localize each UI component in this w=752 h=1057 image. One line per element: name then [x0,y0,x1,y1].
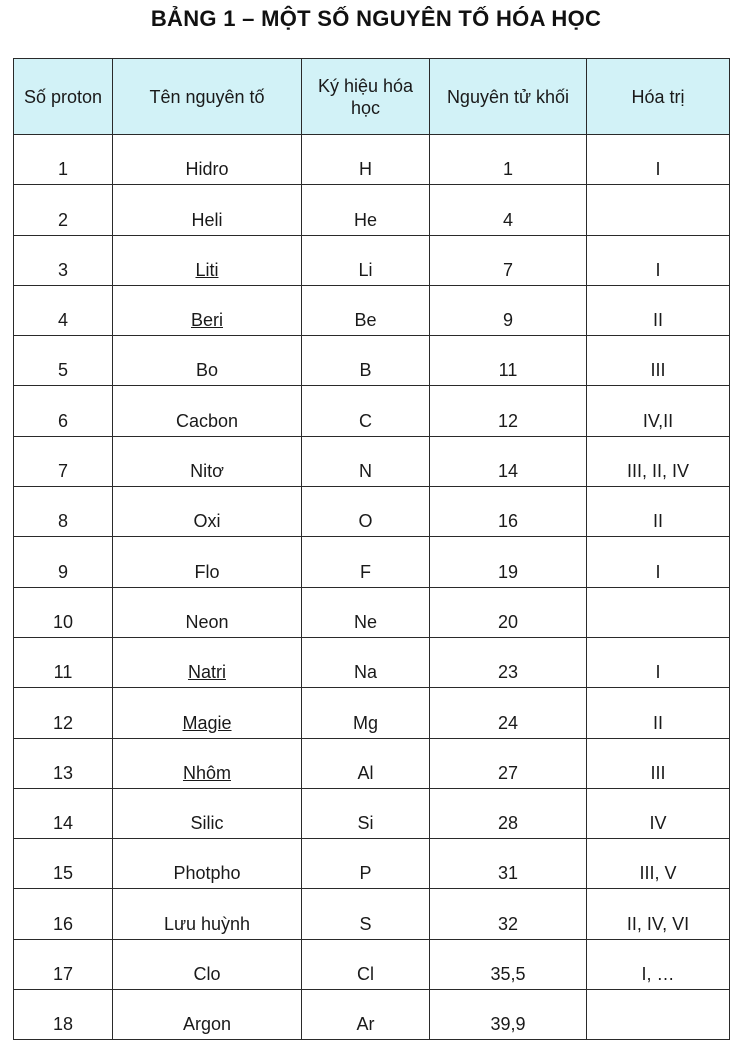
cell-symbol: H [302,135,430,185]
cell-symbol: P [302,839,430,889]
cell-symbol: O [302,487,430,537]
element-name: Natri [187,662,226,683]
cell-symbol: He [302,185,430,235]
cell-name [113,537,302,587]
header-symbol: Ký hiệu hóa học [302,59,430,135]
cell-proton: 9 [14,537,113,587]
cell-mass: 16 [430,487,587,537]
cell-symbol: B [302,336,430,386]
cell-symbol: Mg [302,688,430,738]
cell-mass: 20 [430,587,587,637]
cell-valence: III, II, IV [587,436,730,486]
page-title: BẢNG 1 – MỘT SỐ NGUYÊN TỐ HÓA HỌC [150,6,602,31]
cell-symbol: Cl [302,939,430,989]
cell-name [113,285,302,335]
element-name: Nitơ [190,461,224,482]
cell-symbol: Al [302,738,430,788]
cell-symbol: C [302,386,430,436]
cell-symbol: F [302,537,430,587]
table-row [14,990,730,1040]
cell-symbol: Ne [302,587,430,637]
element-name: Neon [185,611,229,632]
cell-name [113,939,302,989]
cell-symbol: Na [302,637,430,687]
cell-name [113,587,302,637]
cell-proton: 15 [14,839,113,889]
cell-mass: 39,9 [430,990,587,1040]
cell-valence: II [587,688,730,738]
cell-name [113,487,302,537]
cell-name [113,839,302,889]
cell-valence: II [587,285,730,335]
table-row [14,788,730,838]
cell-name [113,436,302,486]
table-row [14,386,730,436]
table-row [14,235,730,285]
table-row [14,185,730,235]
cell-proton: 7 [14,436,113,486]
table-row [14,839,730,889]
cell-symbol: S [302,889,430,939]
cell-mass: 14 [430,436,587,486]
cell-valence: I [587,235,730,285]
cell-name [113,135,302,185]
table-row [14,688,730,738]
cell-mass: 28 [430,788,587,838]
cell-name [113,185,302,235]
element-name: Heli [191,209,223,230]
element-name: Nhôm [182,762,231,783]
header-proton: Số proton [14,59,113,135]
cell-valence: IV,II [587,386,730,436]
elements-table [13,58,730,1040]
element-name: Silic [190,813,224,834]
table-header [14,59,730,135]
cell-mass: 12 [430,386,587,436]
cell-proton: 8 [14,487,113,537]
element-name: Argon [182,1014,232,1035]
table-row [14,487,730,537]
cell-mass: 27 [430,738,587,788]
element-name: Oxi [193,511,221,532]
cell-proton: 18 [14,990,113,1040]
cell-mass: 7 [430,235,587,285]
cell-proton: 16 [14,889,113,939]
element-name: Flo [194,561,220,582]
table-row [14,537,730,587]
element-name: Beri [190,310,223,331]
cell-valence: II, IV, VI [587,889,730,939]
table-row [14,637,730,687]
cell-proton: 11 [14,637,113,687]
cell-mass: 19 [430,537,587,587]
cell-mass: 4 [430,185,587,235]
cell-mass: 11 [430,336,587,386]
cell-valence: III [587,738,730,788]
table-body [14,135,730,1040]
cell-name [113,637,302,687]
cell-name [113,788,302,838]
cell-valence: II [587,487,730,537]
cell-mass: 1 [430,135,587,185]
cell-valence: III, V [587,839,730,889]
cell-valence: I, … [587,939,730,989]
cell-valence: I [587,637,730,687]
cell-mass: 23 [430,637,587,687]
cell-symbol: Li [302,235,430,285]
cell-proton: 4 [14,285,113,335]
cell-proton: 14 [14,788,113,838]
header-row [14,59,730,135]
table-row [14,939,730,989]
cell-valence: IV [587,788,730,838]
header-mass: Nguyên tử khối [430,59,587,135]
table-row [14,436,730,486]
cell-proton: 2 [14,185,113,235]
cell-name [113,336,302,386]
header-valence: Hóa trị [587,59,730,135]
cell-symbol: Si [302,788,430,838]
cell-proton: 1 [14,135,113,185]
cell-valence [587,990,730,1040]
table-row [14,889,730,939]
cell-name [113,688,302,738]
element-name: Bo [195,360,219,381]
cell-proton: 12 [14,688,113,738]
cell-mass: 32 [430,889,587,939]
element-name: Clo [193,964,221,985]
cell-valence: III [587,336,730,386]
table-row [14,587,730,637]
element-name: Photpho [173,863,241,884]
cell-symbol: Ar [302,990,430,1040]
table-row [14,135,730,185]
header-name: Tên nguyên tố [113,59,302,135]
element-name: Hidro [185,159,229,180]
cell-symbol: N [302,436,430,486]
cell-name [113,235,302,285]
cell-name [113,990,302,1040]
cell-name [113,386,302,436]
cell-name [113,738,302,788]
cell-symbol: Be [302,285,430,335]
cell-proton: 5 [14,336,113,386]
cell-mass: 35,5 [430,939,587,989]
element-name: Lưu huỳnh [163,913,251,934]
cell-valence [587,587,730,637]
cell-mass: 24 [430,688,587,738]
element-name: Magie [182,712,232,733]
table-row [14,336,730,386]
cell-proton: 17 [14,939,113,989]
cell-proton: 13 [14,738,113,788]
cell-name [113,889,302,939]
cell-valence: I [587,135,730,185]
element-name: Cacbon [175,410,239,431]
table-row [14,738,730,788]
cell-mass: 31 [430,839,587,889]
cell-valence [587,185,730,235]
element-name: Liti [195,259,219,280]
cell-proton: 10 [14,587,113,637]
cell-proton: 6 [14,386,113,436]
cell-valence: I [587,537,730,587]
cell-mass: 9 [430,285,587,335]
table-row [14,285,730,335]
cell-proton: 3 [14,235,113,285]
